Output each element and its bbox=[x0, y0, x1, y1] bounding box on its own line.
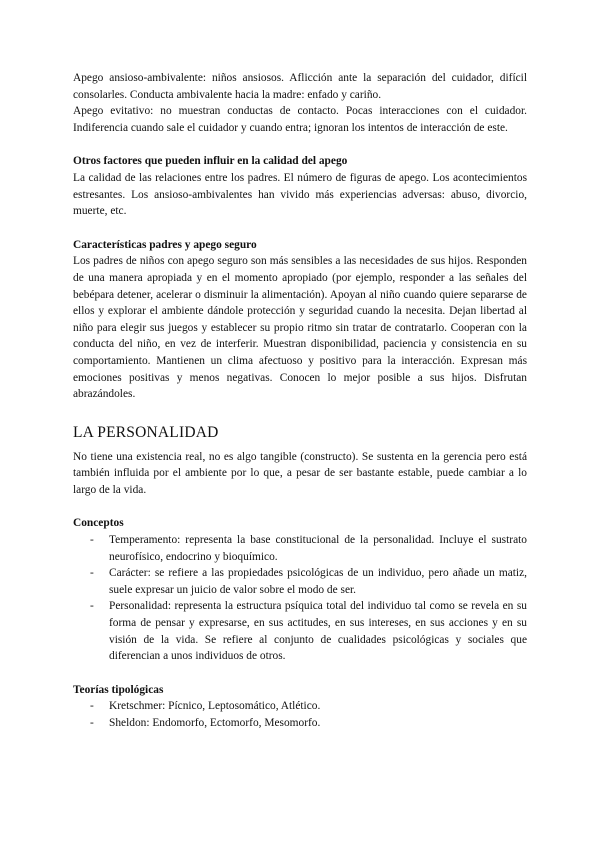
personalidad-intro-paragraph: No tiene una existencia real, no es algo tangible (constructo). Se sustenta en la gerencia pero está también influida por el ambiente por lo que, a pesar de ser bastante estable, puede cambiar a lo largo de la vida. bbox=[73, 450, 527, 496]
dash-bullet: - bbox=[90, 700, 94, 713]
dash-bullet: - bbox=[90, 534, 94, 547]
concepto-personalidad: Personalidad: representa la estructura psíquica total del individuo tal como se revela en su forma de pensar y expresarse, en sus actitudes, en sus intereses, en sus acciones y en su visión de la vida. Se refiere al conjunto de cualidades psicológicas y sociales que diferencian a unos individuos de otros. bbox=[109, 600, 527, 663]
dash-bullet: - bbox=[90, 567, 94, 580]
concepto-temperamento: Temperamento: representa la base constitucional de la personalidad. Incluye el sustrato neurofísico, endocrino y bioquímico. bbox=[109, 534, 527, 563]
teorias-heading: Teorías tipológicas bbox=[73, 683, 164, 696]
list-item bbox=[73, 698, 527, 715]
teoria-kretschmer: Kretschmer: Pícnico, Leptosomático, Atlético. bbox=[109, 700, 321, 713]
dash-bullet: - bbox=[90, 717, 94, 729]
page-content bbox=[73, 70, 527, 732]
list-item bbox=[73, 715, 527, 732]
personalidad-title: LA PERSONALIDAD bbox=[73, 423, 219, 441]
apego-ambivalente-paragraph: Apego ansioso-ambivalente: niños ansiosos. Aflicción ante la separación del cuidador, difícil consolarles. Conducta ambivalente hacia la madre: enfado y cariño. bbox=[73, 72, 527, 101]
caracteristicas-heading: Características padres y apego seguro bbox=[73, 238, 257, 251]
teoria-sheldon: Sheldon: Endomorfo, Ectomorfo, Mesomorfo. bbox=[109, 717, 321, 729]
concepto-caracter: Carácter: se refiere a las propiedades psicológicas de un individuo, pero añade un matiz, suele expresar un juicio de valor sobre el modo de ser. bbox=[109, 567, 527, 596]
dash-bullet: - bbox=[90, 600, 94, 613]
caracteristicas-paragraph: Los padres de niños con apego seguro son más sensibles a las necesidades de sus hijos. Responden de una manera apropiada y en el momento apropiado (por ejemplo, responder a las señales del bebépara detener, acelerar o disminuir la alimentación). Apoyan al niño cuando quiere separarse de ellos y explorar el ambiente dándole protección y seguridad cuando la necesita. Dejan libertad al niño para elegir sus juegos y establecer su propio ritmo sin tratar de contratarlo. Cooperan con la conducta del niño, en vez de interferir. Muestran disponibilidad, paciencia y consistencia en su comportamiento. Mantienen un clima afectuoso y positivo para la interacción. Expresan más emociones positivas y menos negativas. Conocen lo mejor posible a sus hijos. Disfrutan abrazándoles. bbox=[73, 255, 527, 401]
list-item bbox=[73, 565, 527, 598]
conceptos-heading: Conceptos bbox=[73, 517, 124, 530]
teorias-list bbox=[73, 698, 527, 731]
otros-factores-heading: Otros factores que pueden influir en la calidad del apego bbox=[73, 155, 348, 168]
list-item bbox=[73, 598, 527, 664]
list-item bbox=[73, 532, 527, 565]
apego-evitativo-paragraph: Apego evitativo: no muestran conductas de contacto. Pocas interacciones con el cuidador. Indiferencia cuando sale el cuidador y cuando entra; ignoran los intentos de interacción de este. bbox=[73, 105, 527, 134]
conceptos-list bbox=[73, 532, 527, 665]
otros-factores-paragraph: La calidad de las relaciones entre los padres. El número de figuras de apego. Los acontecimientos estresantes. Los ansioso-ambivalentes han vivido más experiencias adversas: abuso, divorcio, muerte, etc. bbox=[73, 171, 527, 218]
